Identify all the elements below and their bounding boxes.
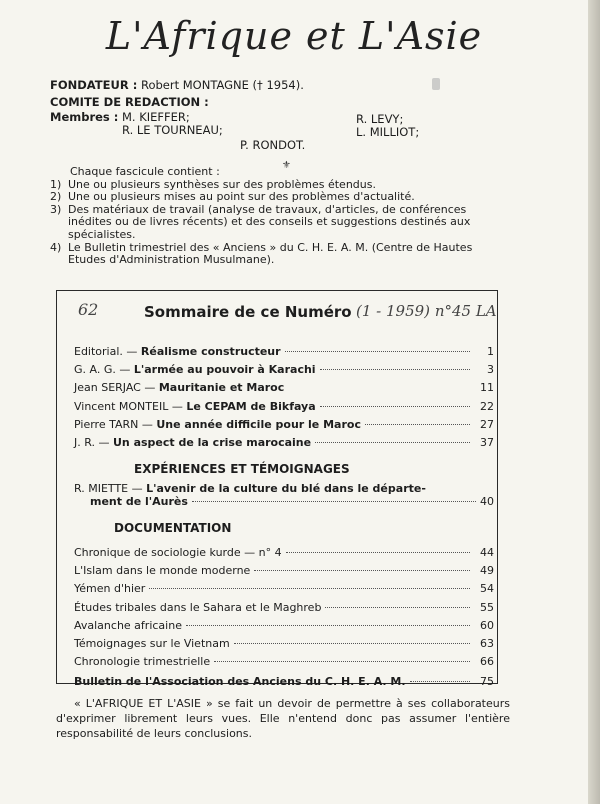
fleuron-ornament: ⚜ <box>282 160 291 171</box>
documentation-list <box>74 544 494 692</box>
member: L. MILLIOT; <box>356 125 420 139</box>
toc-entry[interactable]: Chronique de sociologie kurde — n° 4 44 <box>74 546 494 559</box>
issue-number-handwritten <box>356 302 497 320</box>
member: R. LEVY; <box>356 112 404 126</box>
fascicule-item: 4) Le Bulletin trimestriel des « Anciens » du C. H. E. A. M. (Centre de Hautes Etudes d'Administration Musulmane). <box>50 240 473 267</box>
handwritten-note: n°45 LA <box>434 302 497 320</box>
toc-entry[interactable]: Yémen d'hier 54 <box>74 582 494 596</box>
founder-label: FONDATEUR : <box>50 78 138 92</box>
member: P. RONDOT. <box>240 138 306 152</box>
experiences-heading: EXPÉRIENCES ET TÉMOIGNAGES <box>134 462 350 476</box>
toc-entry[interactable]: Témoignages sur le Vietnam 63 <box>74 636 494 650</box>
toc-entry[interactable]: Pierre TARN — Une année difficile pour le Maroc 27 <box>74 417 494 431</box>
member: M. KIEFFER; <box>122 110 190 124</box>
toc-entry[interactable]: L'Islam dans le monde moderne 49 <box>74 564 494 578</box>
toc-entry[interactable]: Avalanche africaine 60 <box>74 618 494 632</box>
disclaimer-text: « L'AFRIQUE ET L'ASIE » se fait un devoir de permettre à ses collaborateurs d'exprimer librement leurs vues. Elle n'entend donc pas assumer l'entière responsabilité de leurs conclusions. <box>56 697 510 740</box>
masthead-title: L'Afrique et L'Asie <box>105 14 483 58</box>
toc-entry[interactable]: G. A. G. — L'armée au pouvoir à Karachi 3 <box>74 363 494 377</box>
ink-mark <box>432 78 440 90</box>
fascicule-item: 1) Une ou plusieurs synthèses sur des problèmes étendus. <box>50 177 376 191</box>
articles-list <box>74 343 494 452</box>
toc-entry[interactable]: Chronologie trimestrielle 66 <box>74 655 494 669</box>
toc-entry[interactable]: Vincent MONTEIL — Le CEPAM de Bikfaya 22 <box>74 399 494 413</box>
toc-entry[interactable]: J. R. — Un aspect de la crise marocaine 37 <box>74 435 494 449</box>
handwritten-number: 62 <box>78 300 99 319</box>
issue-number: (1 - 1959) <box>356 302 431 320</box>
fascicule-contents <box>50 166 510 267</box>
toc-entry-bulletin[interactable]: Bulletin de l'Association des Anciens du C. H. E. A. M. 75 <box>74 675 494 689</box>
toc-entry[interactable]: Jean SERJAC — Mauritanie et Maroc 11 <box>74 381 494 395</box>
documentation-heading: DOCUMENTATION <box>114 521 232 535</box>
comite-title: COMITE DE REDACTION : <box>50 95 209 109</box>
member: R. LE TOURNEAU; <box>122 123 223 137</box>
fascicule-item: 3) Des matériaux de travail (analyse de travaux, d'articles, de conférences inédites ou de livres récents) et des conseils et suggestions destinés aux spécialistes. <box>50 202 471 241</box>
fascicule-intro: Chaque fascicule contient : <box>70 165 220 178</box>
founder-line <box>50 78 304 92</box>
toc-entry[interactable]: Études tribales dans le Sahara et le Maghreb 55 <box>74 600 494 614</box>
toc-entry[interactable]: Editorial. — Réalisme constructeur 1 <box>74 345 494 358</box>
toc-entry-miette[interactable]: R. MIETTE — L'avenir de la culture du blé dans le départe- ment de l'Aurès 40 <box>74 482 494 508</box>
binding-edge <box>588 0 600 804</box>
members-label: Membres : <box>50 110 119 124</box>
founder-name: Robert MONTAGNE († 1954). <box>140 78 304 92</box>
sommaire-title: Sommaire de ce Numéro <box>144 303 352 321</box>
fascicule-item: 2) Une ou plusieurs mises au point sur des problèmes d'actualité. <box>50 190 415 204</box>
